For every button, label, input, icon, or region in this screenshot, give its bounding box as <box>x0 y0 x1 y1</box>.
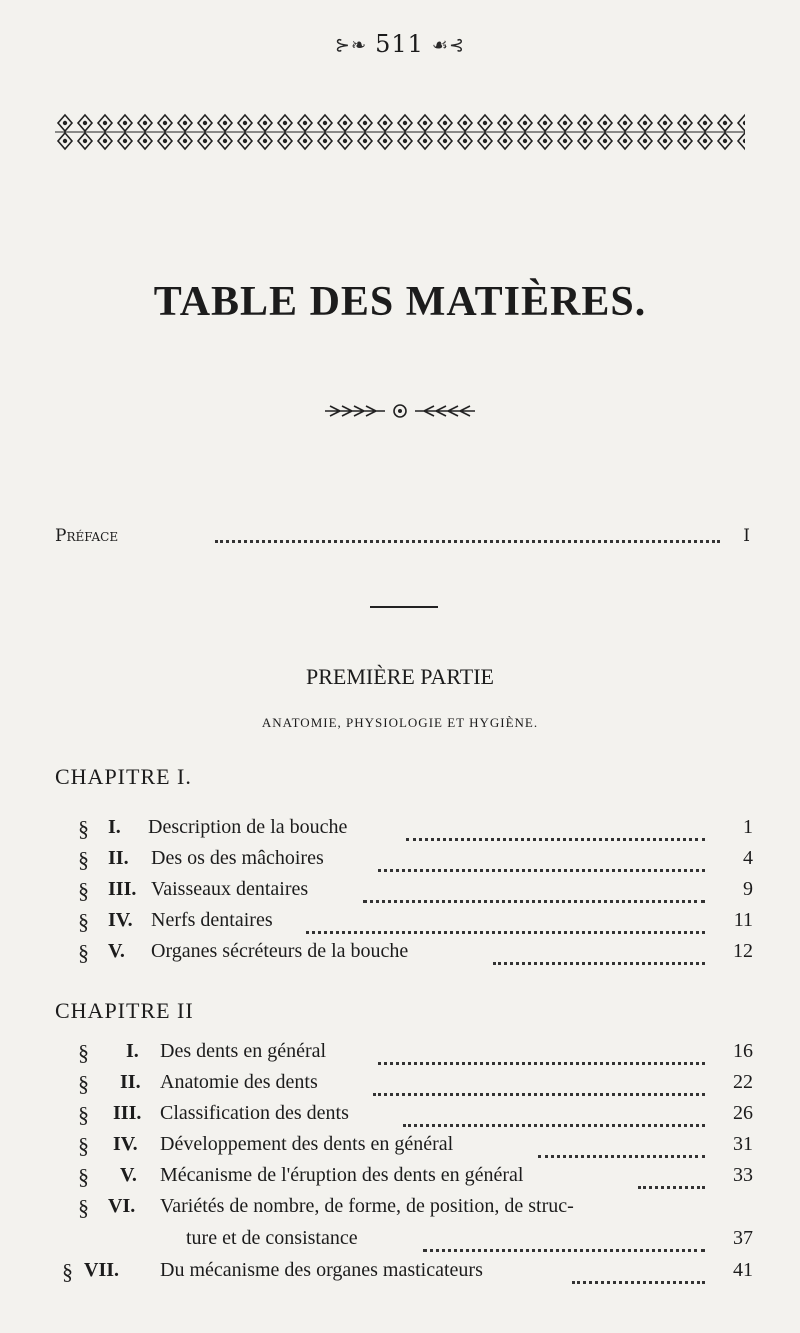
toc-entry <box>78 847 753 879</box>
dot-leader <box>538 1145 705 1158</box>
right-ornament-icon: ☙⊰ <box>431 35 466 56</box>
flourish-ornament-icon <box>320 398 480 424</box>
dot-leader <box>493 952 705 965</box>
entry-page: 9 <box>743 878 753 900</box>
entry-title: Du mécanisme des organes masticateurs <box>160 1259 483 1281</box>
section-number: IV. <box>113 1133 138 1155</box>
entry-title: Organes sécréteurs de la bouche <box>151 940 409 962</box>
part-title: PREMIÈRE PARTIE <box>306 664 494 689</box>
section-number: VII. <box>84 1259 120 1281</box>
toc-entry <box>78 1164 753 1196</box>
chapter-title: CHAPITRE II <box>55 998 194 1023</box>
entry-page: 22 <box>733 1071 753 1093</box>
section-sign: § <box>78 1164 89 1189</box>
section-number: II. <box>120 1071 141 1093</box>
section-number: V. <box>108 940 125 962</box>
entry-page: 31 <box>733 1133 753 1155</box>
section-divider <box>370 606 438 608</box>
preface-label: Préface <box>55 526 119 546</box>
section-number: V. <box>120 1164 137 1186</box>
toc-entry <box>78 1195 753 1259</box>
entry-page: 16 <box>733 1040 753 1062</box>
entry-title: Mécanisme de l'éruption des dents en général <box>160 1164 524 1186</box>
page-title: TABLE DES MATIÈRES. <box>153 279 647 325</box>
dot-leader <box>638 1176 705 1189</box>
entry-page: 11 <box>733 909 753 931</box>
entry-title: Classification des dents <box>160 1102 349 1124</box>
preface-page: I <box>743 526 750 546</box>
entry-title: Variétés de nombre, de forme, de position, de struc- <box>160 1195 574 1217</box>
entry-title: Nerfs dentaires <box>151 909 273 931</box>
toc-entry <box>78 816 753 848</box>
section-sign: § <box>78 847 89 872</box>
section-number: II. <box>108 847 129 869</box>
entry-title: Des os des mâchoires <box>151 847 324 869</box>
dot-leader <box>572 1271 705 1284</box>
section-sign: § <box>78 1102 89 1127</box>
dot-leader <box>403 1114 705 1127</box>
section-number: III. <box>113 1102 142 1124</box>
toc-entry <box>78 1040 753 1072</box>
entry-page: 26 <box>733 1102 753 1124</box>
toc-entry <box>78 1133 753 1165</box>
section-sign: § <box>78 1195 89 1220</box>
section-sign: § <box>62 1259 73 1284</box>
section-number: VI. <box>108 1195 136 1217</box>
entry-page: 41 <box>733 1259 753 1281</box>
toc-entry <box>62 1259 753 1291</box>
section-sign: § <box>78 1133 89 1158</box>
dot-leader <box>378 1052 705 1065</box>
dot-leader <box>406 828 705 841</box>
entry-title: Vaisseaux dentaires <box>151 878 309 900</box>
dot-leader <box>423 1239 705 1252</box>
entry-title: Description de la bouche <box>148 816 348 838</box>
entry-page: 12 <box>733 940 753 962</box>
entry-page: 4 <box>743 847 753 869</box>
toc-entry <box>78 878 753 910</box>
section-sign: § <box>78 1071 89 1096</box>
chapter-title: CHAPITRE I. <box>55 764 192 789</box>
page-number: ⊱❧ 511 ☙⊰ <box>334 30 466 58</box>
section-number: IV. <box>108 909 133 931</box>
section-sign: § <box>78 1040 89 1065</box>
section-sign: § <box>78 909 89 934</box>
left-ornament-icon: ⊱❧ <box>334 35 368 56</box>
section-number: I. <box>108 816 121 838</box>
entry-title: Des dents en général <box>160 1040 327 1062</box>
entry-title: Anatomie des dents <box>160 1071 318 1093</box>
toc-entry <box>78 1071 753 1103</box>
section-sign: § <box>78 816 89 841</box>
entry-page: 37 <box>733 1227 753 1249</box>
toc-entry <box>78 909 753 941</box>
dot-leader <box>363 890 705 903</box>
decorative-border-icon <box>55 112 745 152</box>
dot-leader <box>215 528 720 543</box>
dot-leader <box>373 1083 705 1096</box>
entry-title: Développement des dents en général <box>160 1133 454 1155</box>
section-number: III. <box>108 878 137 900</box>
part-subtitle: ANATOMIE, PHYSIOLOGIE ET HYGIÈNE. <box>261 715 539 730</box>
toc-entry <box>78 940 753 972</box>
entry-title-continuation: ture et de consistance <box>186 1227 358 1249</box>
toc-entry <box>78 1102 753 1134</box>
section-number: I. <box>126 1040 139 1062</box>
section-sign: § <box>78 940 89 965</box>
dot-leader <box>378 859 705 872</box>
dot-leader <box>306 921 705 934</box>
entry-page: 1 <box>743 816 753 838</box>
entry-page: 33 <box>733 1164 753 1186</box>
preface-entry <box>55 522 750 552</box>
section-sign: § <box>78 878 89 903</box>
